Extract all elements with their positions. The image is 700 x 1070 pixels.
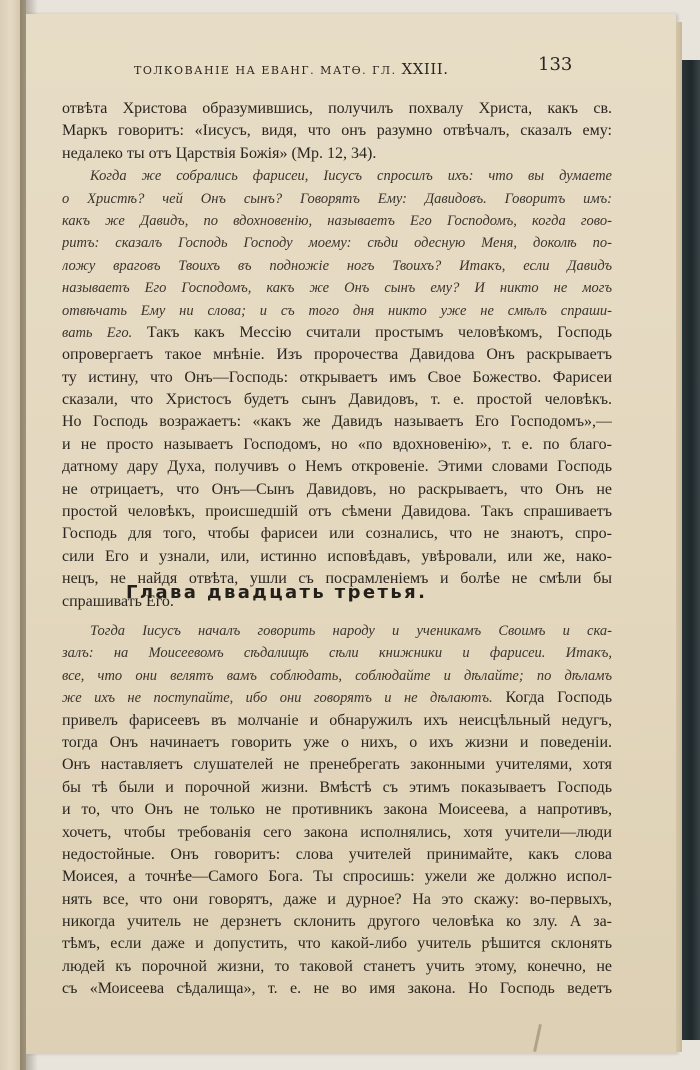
quote-line: Когда же собрались фарисеи, Iисусъ спросилъ ихъ: что вы думаете	[90, 168, 612, 185]
text-line: недостойные. Онъ говоритъ: слова учителей принимайте, какъ слова	[62, 845, 612, 863]
page-stack-edge	[676, 22, 682, 1052]
text-line: ту истину, что Онъ—Господь: открываетъ имъ Свое Божество. Фарисеи	[62, 368, 612, 386]
chapter-heading: Глава двадцать третья.	[126, 582, 428, 603]
text-line: недалеко ты отъ Царствiя Божiя» (Мр. 12, 34).	[62, 144, 377, 162]
quote-end: же ихъ не поступайте, ибо они говорятъ и не дѣлаютъ.	[62, 690, 493, 707]
text-block-chapter-23	[62, 620, 612, 1001]
commentary-start: Такъ какъ Мессiю считали простымъ человѣкомъ, Господь	[132, 323, 612, 341]
running-header	[134, 60, 604, 78]
text-line: Моисея, а точнѣе—Самого Бога. Ты спросишь: ужели же должно испол-	[62, 868, 612, 886]
text-line: съ «Моисеева сѣдалища», т. е. не во имя закона. Но Господь ведетъ	[62, 980, 612, 998]
quote-line: залъ: на Моисеевомъ сѣдалищѣ сѣли книжники и фарисеи. Итакъ,	[62, 645, 612, 662]
quote-line: называетъ Его Господомъ, какъ же Онъ сынъ ему? И никто не могъ	[62, 280, 612, 297]
text-line: отвѣта Христова образумившись, получилъ похвалу Христа, какъ св.	[62, 100, 612, 117]
text-line: Но Господь возражаетъ: «какъ же Давидъ называетъ Его Господомъ»,—	[62, 413, 612, 431]
quote-line: все, что они велятъ вамъ соблюдать, соблюдайте и дѣлайте; по дѣламъ	[62, 667, 612, 684]
text-line: простой человѣкъ, происшедшiй отъ сѣмени Давидова. Такъ спрашиваетъ	[62, 503, 612, 521]
quote-line: о Христѣ? чей Онъ сынъ? Говорятъ Ему: Давидовъ. Говоритъ имъ:	[62, 190, 612, 207]
text-line: сили Его и узнали, или, истинно исповѣдавъ, увѣровали, или же, нако-	[62, 547, 612, 565]
quote-line: ложу враговъ Твоихъ въ подножiе ногъ Твоихъ? Итакъ, если Давидъ	[62, 257, 612, 274]
text-line: хочетъ, чтобы требованiя сего закона исполнялись, хотя учители—люди	[62, 823, 612, 841]
text-line: бы тѣ были и порочной жизни. Вмѣстѣ съ этимъ показываетъ Господь	[62, 778, 612, 796]
text-line: и не просто называетъ Господомъ, но «по вдохновенiю», т. е. по благо-	[62, 435, 612, 453]
text-line: сказали, что Христосъ будетъ сынъ Давидовъ, т. е. простой человѣкъ.	[62, 391, 612, 409]
quote-line: Тогда Iисусъ началъ говорить народу и ученикамъ Своимъ и ска-	[90, 623, 612, 639]
text-line: привелъ фарисеевъ въ молчанiе и обнаружилъ ихъ неисцѣльный недугъ,	[62, 711, 612, 729]
text-line: тѣмъ, если даже и допустить, что какой-либо учитель рѣшится склонять	[62, 935, 612, 953]
quote-line: отвѣчать Ему ни слова; и съ того дня никто уже не смѣлъ спраши-	[62, 302, 612, 319]
mixed-line	[62, 322, 612, 344]
running-title: ТОЛКОВАНIЕ НА ЕВАНГ. МАТѲ. ГЛ.	[134, 64, 397, 77]
text-block-continuation	[62, 98, 612, 613]
mixed-line	[62, 687, 612, 709]
paper-mark	[533, 1024, 542, 1052]
text-line: никогда учитель не дерзнетъ склонить другого человѣка ко злу. А за-	[62, 913, 612, 931]
quote-end: вать Его.	[62, 324, 133, 341]
text-line: Маркъ говоритъ: «Iисусъ, видя, что онъ разумно отвѣчалъ, сказалъ ему:	[62, 122, 612, 140]
text-line: Онъ наставляетъ слушателей не пренебрегать законными учителями, хотя	[62, 756, 612, 774]
text-line: не отрицаетъ, что Онъ—Сынъ Давидовъ, но раскрываетъ, что Онъ не	[62, 480, 612, 498]
quote-line: ритъ: сказалъ Господь Господу моему: сѣди одесную Меня, доколѣ по-	[62, 235, 612, 252]
text-line: и то, что Онъ не только не противникъ закона Моисеева, а напротивъ,	[62, 801, 612, 819]
text-line: нецъ, не найдя отвѣта, ушли съ посрамленiемъ и болѣе не смѣли бы	[62, 570, 612, 588]
scripture-quote	[62, 165, 612, 322]
text-line: людей къ порочной жизни, то таковой станетъ учить этому, конечно, не	[62, 957, 612, 975]
text-line: спрашивать Его.	[62, 592, 174, 610]
text-line: Господь для того, чтобы фарисеи или сознались, что не знаютъ, спро-	[62, 525, 612, 543]
scripture-quote	[62, 620, 612, 687]
chapter-numeral: XXIII.	[401, 60, 449, 78]
book-page	[26, 14, 676, 1054]
text-line: датному дару Духа, получивъ о Немъ откровенiе. Этими словами Господь	[62, 458, 612, 476]
page-number: 133	[538, 54, 573, 75]
text-line: нять все, что они говорятъ, даже и дурное? На это скажу: во-первыхъ,	[62, 890, 612, 908]
commentary-start: Когда Господь	[492, 689, 612, 707]
text-line: опровергаетъ такое мнѣнiе. Изъ пророчества Давидова Онъ раскрываетъ	[62, 346, 612, 364]
text-line: тогда Онъ начинаетъ говорить уже о нихъ, о ихъ жизни и поведенiи.	[62, 733, 612, 751]
quote-line: какъ же Давидъ, по вдохновенiю, называетъ Его Господомъ, когда гово-	[62, 212, 612, 229]
